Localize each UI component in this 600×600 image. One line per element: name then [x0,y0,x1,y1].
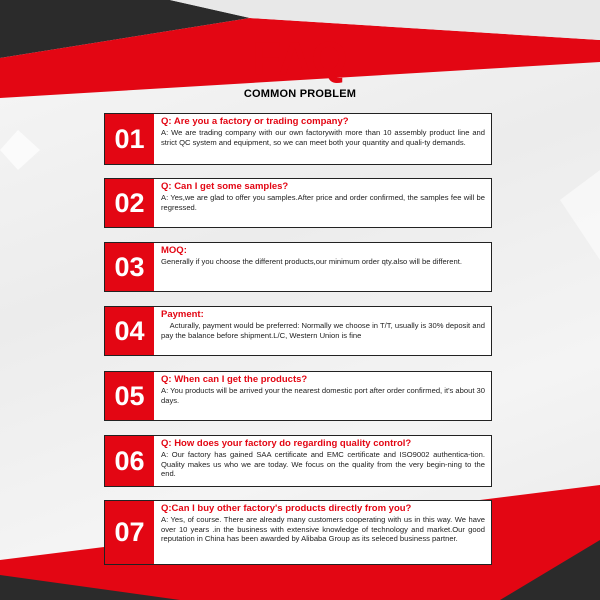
faq-question: Q:Can I buy other factory's products directly from you? [161,503,412,514]
faq-question: Q: When can I get the products? [161,374,308,385]
faq-content [161,309,488,340]
faq-question: Q: Are you a factory or trading company? [161,116,349,127]
faq-answer: Acturally, payment would be preferred: Normally we choose in T/T, usually is 30% deposit and pay the balance before shipment.L/C, Western Union is fine [161,321,488,340]
faq-number: 01 [105,114,154,164]
faq-number: 03 [105,243,154,291]
faq-item-1 [104,113,492,165]
faq-number: 06 [105,436,154,486]
title-text: FAQ [252,32,348,84]
faq-number: 07 [105,501,154,564]
faq-number: 04 [105,307,154,355]
faq-question: Payment: [161,309,204,320]
faq-item-7 [104,500,492,565]
faq-item-6 [104,435,492,487]
page-title [0,31,600,85]
faq-content [161,116,485,147]
faq-content [161,245,485,267]
faq-answer: Generally if you choose the different products,our minimum order qty.also will be different. [161,257,462,266]
faq-answer: A: You products will be arrived your the nearest domestic port after order confirmed, it's about 30 days. [161,386,485,405]
faq-number: 02 [105,179,154,227]
faq-content [161,438,485,479]
faq-item-2 [104,178,492,228]
faq-number: 05 [105,372,154,420]
faq-answer: A: Our factory has gained SAA certificate and EMC certificate and ISO9002 authentica-tion. Quality makes us who we are today. We focus on the quality from the very begin-ning to the end. [161,450,485,479]
faq-content [161,503,485,544]
faq-question: Q: Can I get some samples? [161,181,289,192]
faq-answer: A: Yes, of course. There are already many customers cooperating with us in this way. We have over 10 years .in the business with extensive knowledge of technology and market.Our good reputation in China has been awarded by Alibaba Group as its seleced business partner. [161,515,485,544]
faq-item-5 [104,371,492,421]
faq-item-4 [104,306,492,356]
faq-content [161,374,485,405]
faq-answer: A: We are trading company with our own factorywith more than 10 assembly product line and strict QC system and equipment, so we can meet both your quantity and quali-ty demands. [161,128,485,147]
faq-question: Q: How does your factory do regarding quality control? [161,438,412,449]
faq-question: MOQ: [161,245,187,256]
faq-answer: A: Yes,we are glad to offer you samples.After price and order confirmed, the samples fee will be regressed. [161,193,485,212]
page-subtitle: COMMON PROBLEM [243,88,357,100]
faq-content [161,181,485,212]
faq-item-3 [104,242,492,292]
